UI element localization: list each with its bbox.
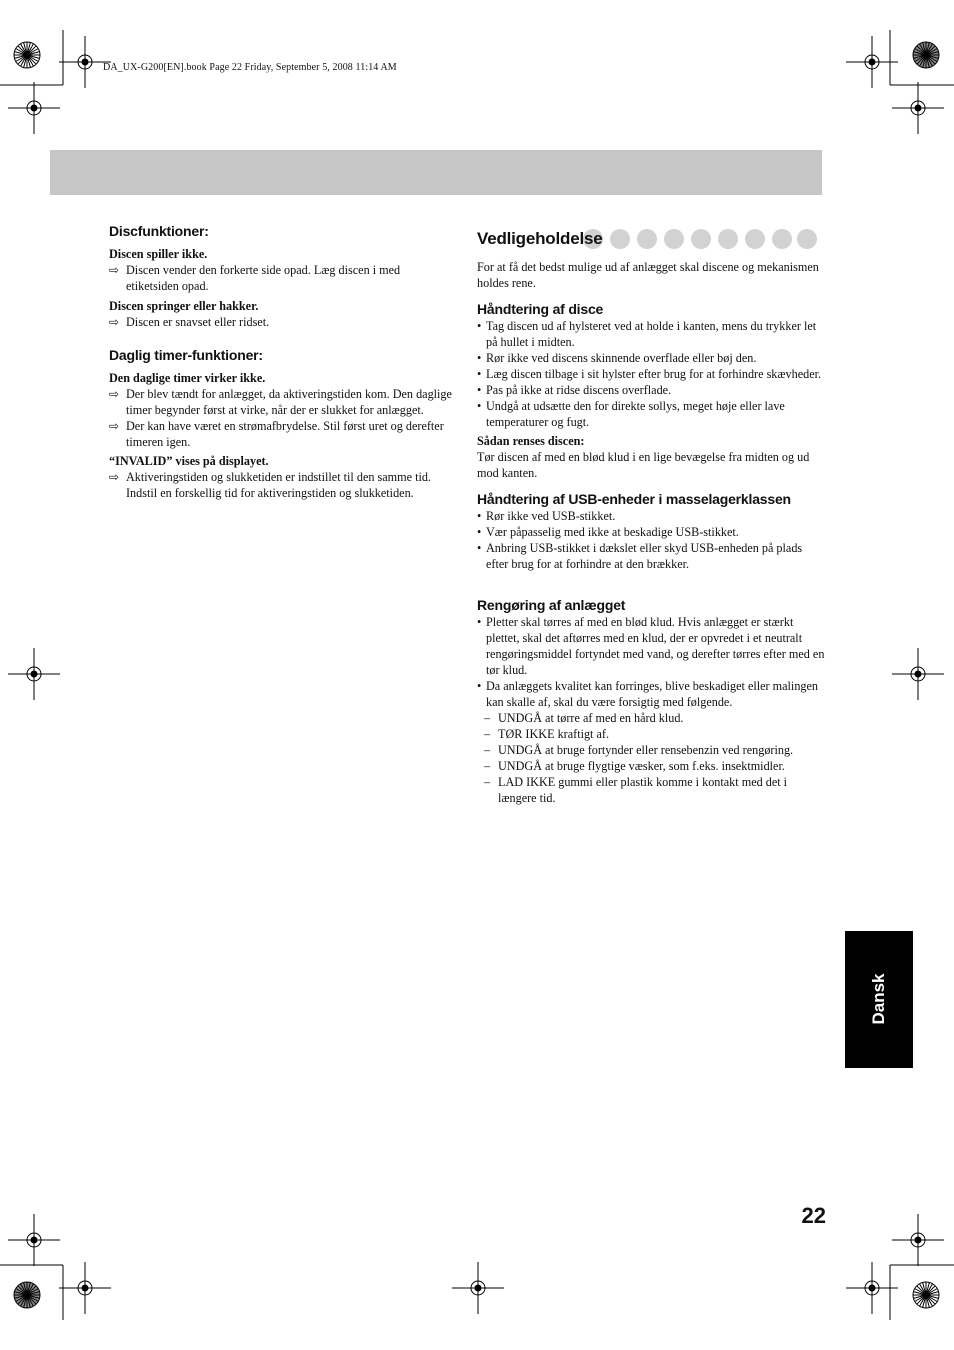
decorative-dot [772, 229, 792, 249]
registration-dot [82, 1285, 88, 1291]
list-item: • Rør ikke ved USB-stikket. [477, 509, 616, 523]
registration-dot [869, 59, 875, 65]
dash-item: – TØR IKKE kraftigt af. [484, 727, 610, 741]
section-heading-disc-functions: Discfunktioner: [109, 223, 209, 239]
section-heading-cleaning: Rengøring af anlægget [477, 597, 626, 613]
list-item: • Undgå at udsætte den for direkte sollys, meget høje eller lave temperaturer og fugt. [477, 399, 785, 429]
header-bar [50, 150, 822, 195]
section-heading-usb: Håndtering af USB-enheder i masselagerklassen [477, 491, 791, 507]
list-item: • Tag discen ud af hylsteret ved at holde i kanten, mens du trykker let på hullet i midten. [477, 319, 817, 349]
dash-item: – LAD IKKE gummi eller plastik komme i kontakt med det i længere tid. [484, 775, 788, 805]
arrow-icon: ⇨ [109, 470, 120, 484]
problem-title: Discen springer eller hakker. [109, 299, 259, 313]
list-item: • Anbring USB-stikket i dækslet eller skyd USB-enheden på plads efter brug for at forhindre at den brækker. [477, 541, 803, 571]
right-column [477, 228, 827, 806]
list-item: • Pas på ikke at ridse discens overflade. [477, 383, 672, 397]
list-item: • Læg discen tilbage i sit hylster efter brug for at forhindre skævheder. [477, 367, 822, 381]
registration-dot [915, 1237, 921, 1243]
list-item: • Da anlæggets kvalitet kan forringes, blive beskadiget eller malingen kan skalle af, skal du være forsigtig med følgende. [477, 679, 819, 709]
decorative-dot [718, 229, 738, 249]
file-info: DA_UX-G200[EN].book Page 22 Friday, September 5, 2008 11:14 AM [103, 62, 397, 73]
cleaning-text: Tør discen af med en blød klud i en lige bevægelse fra midten og ud mod kanten. [477, 450, 810, 480]
dash-item: – UNDGÅ at bruge fortynder eller rensebenzin ved rengøring. [484, 743, 794, 757]
registration-dot [869, 1285, 875, 1291]
solution-item: ⇨ Der blev tændt for anlægget, da aktiveringstiden kom. Den daglige timer begynder først at virke, når der er slukket for anlægget. [109, 387, 452, 417]
decorative-dot [637, 229, 657, 249]
registration-dot [31, 105, 37, 111]
list-item: • Pletter skal tørres af med en blød klud. Hvis anlægget er stærkt plettet, skal det aftørres med en klud, der er opvredet i et neutralt rengøringsmiddel fortyndet med vand, og derefter tørres efter med en tør klud. [477, 615, 825, 677]
arrow-icon: ⇨ [109, 387, 120, 401]
solution-item: ⇨ Der kan have været en strømafbrydelse. Stil først uret og derefter timeren igen. [109, 419, 444, 449]
list-item: • Vær påpasselig med ikke at beskadige USB-stikket. [477, 525, 739, 539]
dash-item: – UNDGÅ at tørre af med en hård klud. [484, 711, 684, 725]
decorative-dot [610, 229, 630, 249]
list-item: • Rør ikke ved discens skinnende overflade eller bøj den. [477, 351, 757, 365]
registration-dot [31, 671, 37, 677]
section-heading-disc-handling: Håndtering af disce [477, 301, 604, 317]
problem-title: “INVALID” vises på displayet. [109, 454, 269, 468]
problem-title: Discen spiller ikke. [109, 247, 208, 261]
arrow-icon: ⇨ [109, 263, 120, 277]
language-tab [845, 931, 913, 1068]
maintenance-title: Vedligeholdelse [477, 229, 603, 248]
solution-item: ⇨ Discen er snavset eller ridset. [109, 315, 270, 329]
dash-item: – UNDGÅ at bruge flygtige væsker, som f.eks. insektmidler. [484, 759, 785, 773]
problem-title: Den daglige timer virker ikke. [109, 371, 266, 385]
arrow-icon: ⇨ [109, 315, 120, 329]
registration-dot [915, 671, 921, 677]
solution-item: ⇨ Aktiveringstiden og slukketiden er indstillet til den samme tid. Indstil en forskellig tid for aktiveringstiden og slukketiden. [109, 470, 431, 500]
solution-item: ⇨ Discen vender den forkerte side opad. Læg discen i med etiketsiden opad. [109, 263, 401, 293]
intro-text: For at få det bedst mulige ud af anlægget skal discene og mekanismen holdes rene. [477, 260, 819, 290]
registration-dot [31, 1237, 37, 1243]
decorative-dot [664, 229, 684, 249]
registration-dot [915, 105, 921, 111]
page-number: 22 [801, 1203, 826, 1228]
maintenance-title-row [477, 228, 827, 250]
language-tab-label: Dansk [869, 973, 888, 1025]
arrow-icon: ⇨ [109, 419, 120, 433]
decorative-dot [691, 229, 711, 249]
decorative-dot [745, 229, 765, 249]
decorative-dot [797, 229, 817, 249]
cleaning-title: Sådan renses discen: [477, 434, 585, 448]
registration-dot [82, 59, 88, 65]
left-column [109, 222, 454, 501]
section-heading-daily-timer: Daglig timer-funktioner: [109, 347, 263, 363]
registration-dot [475, 1285, 481, 1291]
